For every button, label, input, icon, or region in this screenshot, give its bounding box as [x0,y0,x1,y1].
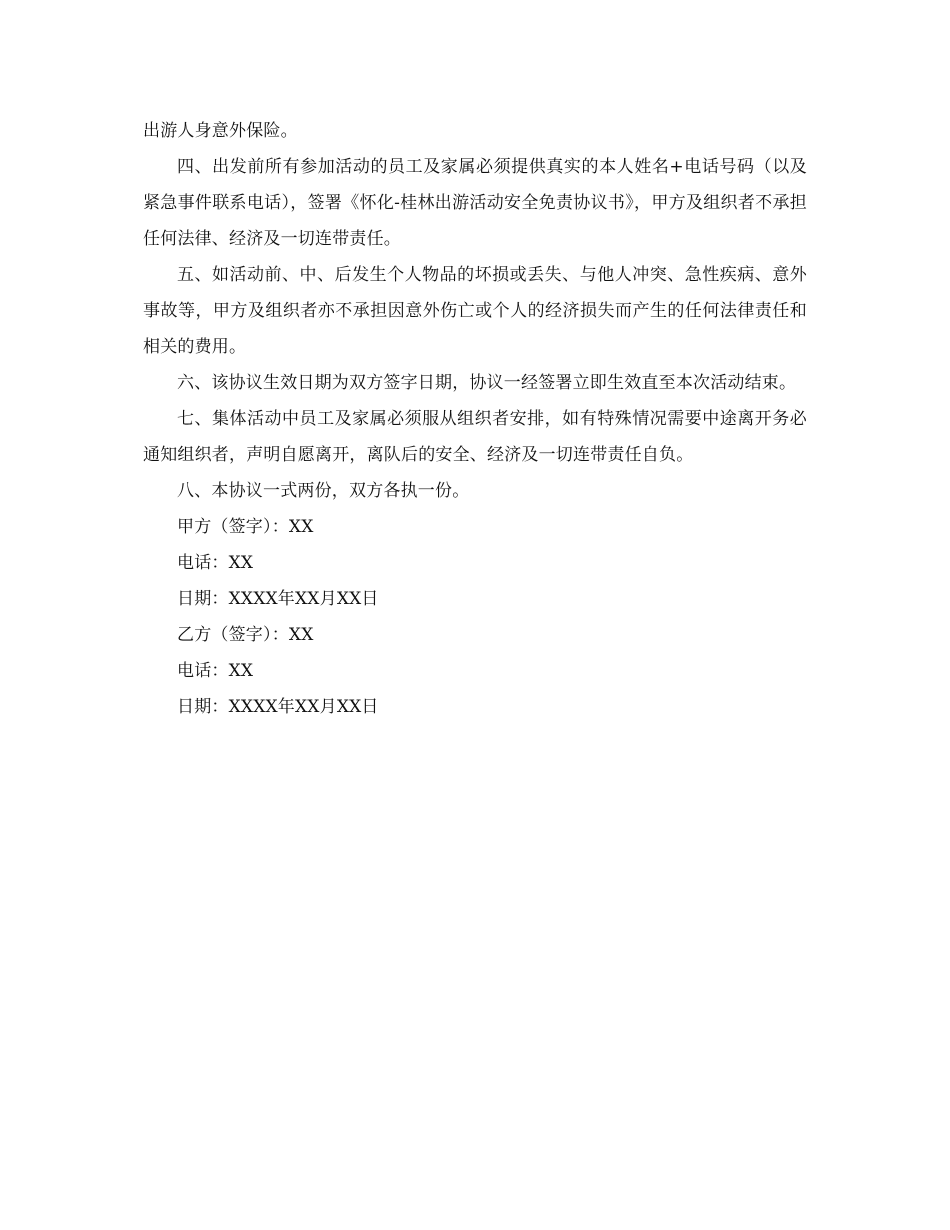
paragraph-clause-6: 六、该协议生效日期为双方签字日期，协议一经签署立即生效直至本次活动结束。 [177,373,797,393]
party-b-signature: 乙方（签字）：XX [177,625,314,645]
party-a-signature: 甲方（签字）：XX [177,517,314,537]
document-body [143,113,807,725]
party-b-phone: 电话：XX [177,661,254,681]
party-a-date: 日期：XXXX年XX月XX日 [177,589,379,609]
paragraph-insurance-continued: 出游人身意外保险。 [143,121,298,141]
paragraph-clause-4: 四、出发前所有参加活动的员工及家属必须提供真实的本人姓名+电话号码（以及紧急事件联系电话），签署《怀化-桂林出游活动安全免责协议书》，甲方及组织者不承担任何法律、经济及一切连带责任。 [143,157,807,249]
party-b-date: 日期：XXXX年XX月XX日 [177,697,379,717]
paragraph-clause-8: 八、本协议一式两份，双方各执一份。 [177,481,470,501]
paragraph-clause-7: 七、集体活动中员工及家属必须服从组织者安排，如有特殊情况需要中途离开务必通知组织者，声明自愿离开，离队后的安全、经济及一切连带责任自负。 [143,409,807,465]
party-a-phone: 电话：XX [177,553,254,573]
paragraph-clause-5: 五、如活动前、中、后发生个人物品的坏损或丢失、与他人冲突、急性疾病、意外事故等，甲方及组织者亦不承担因意外伤亡或个人的经济损失而产生的任何法律责任和相关的费用。 [143,265,807,357]
